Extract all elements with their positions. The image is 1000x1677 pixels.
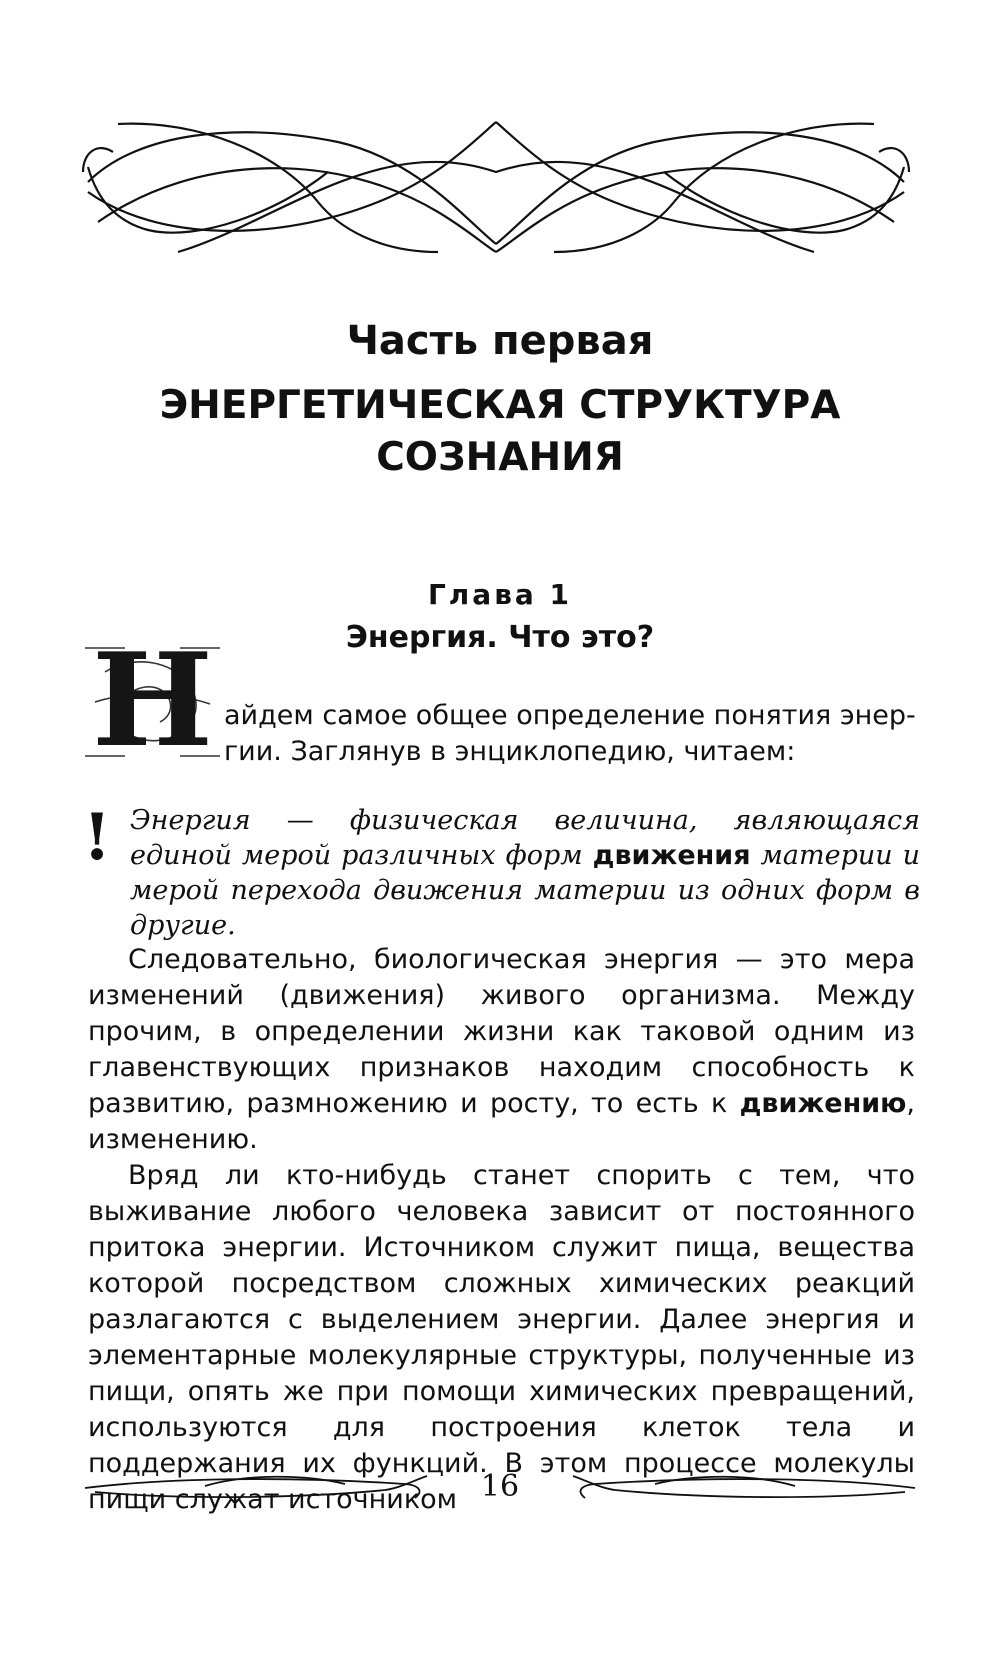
- exclamation-icon: !: [82, 800, 112, 875]
- paragraph-1-after: , изменению.: [88, 1088, 915, 1155]
- dropcap: [85, 626, 220, 776]
- paragraph-1-bold-term: движению: [739, 1088, 907, 1119]
- paragraph-2: Вряд ли кто-нибудь станет спорить с тем, что выживание любого человека зависит от постоянного притока энергии. Источником служит пища, вещества которой посредством сложных химических реакций разлагаются с выделением энергии. Далее энергия и элементарные молекулярные структуры, полученные из пищи, опять же при помощи химических превращений, используются для построения клеток тела и поддержания их функций. В этом процессе молекулы пищи служат источником: [88, 1160, 915, 1515]
- part-label: Часть первая: [346, 318, 654, 364]
- intro-line-1: айдем самое общее определение понятия энер-: [224, 700, 916, 731]
- part-title-line1: ЭНЕРГЕТИЧЕСКАЯ СТРУКТУРА: [159, 383, 841, 428]
- paragraph-1: [88, 942, 915, 1158]
- page-number: 16: [480, 1469, 520, 1504]
- chapter-title: Энергия. Что это?: [345, 620, 655, 655]
- part-title-line2: СОЗНАНИЯ: [376, 435, 624, 480]
- chapter-label: Глава 1: [427, 578, 573, 611]
- definition-quote: [130, 803, 920, 943]
- ornament-flourish-icon: [78, 112, 914, 262]
- quote-text-after: материи и мерой перехода движения материи из одних форм в другие.: [130, 840, 921, 941]
- part-title: [0, 380, 1000, 484]
- paragraph-1-before: Следовательно, биологическая энергия — это мера изменений (движения) живого организма. Между прочим, в определении жизни как таковой одним из главенствующих признаков находим способность к развитию, размножению и росту, то есть к: [88, 944, 915, 1119]
- quote-bold-term: движения: [592, 840, 751, 871]
- body-text: [88, 942, 915, 1518]
- ornament-swash-icon: [570, 1470, 915, 1506]
- ornament-swash-icon: [85, 1470, 430, 1506]
- dropcap-letter: Н: [92, 626, 213, 776]
- quote-text-before: Энергия — физическая величина, являющаяся единой мерой различных форм: [130, 805, 920, 871]
- intro-line-2: гии. Заглянув в энциклопедию, читаем:: [224, 736, 796, 767]
